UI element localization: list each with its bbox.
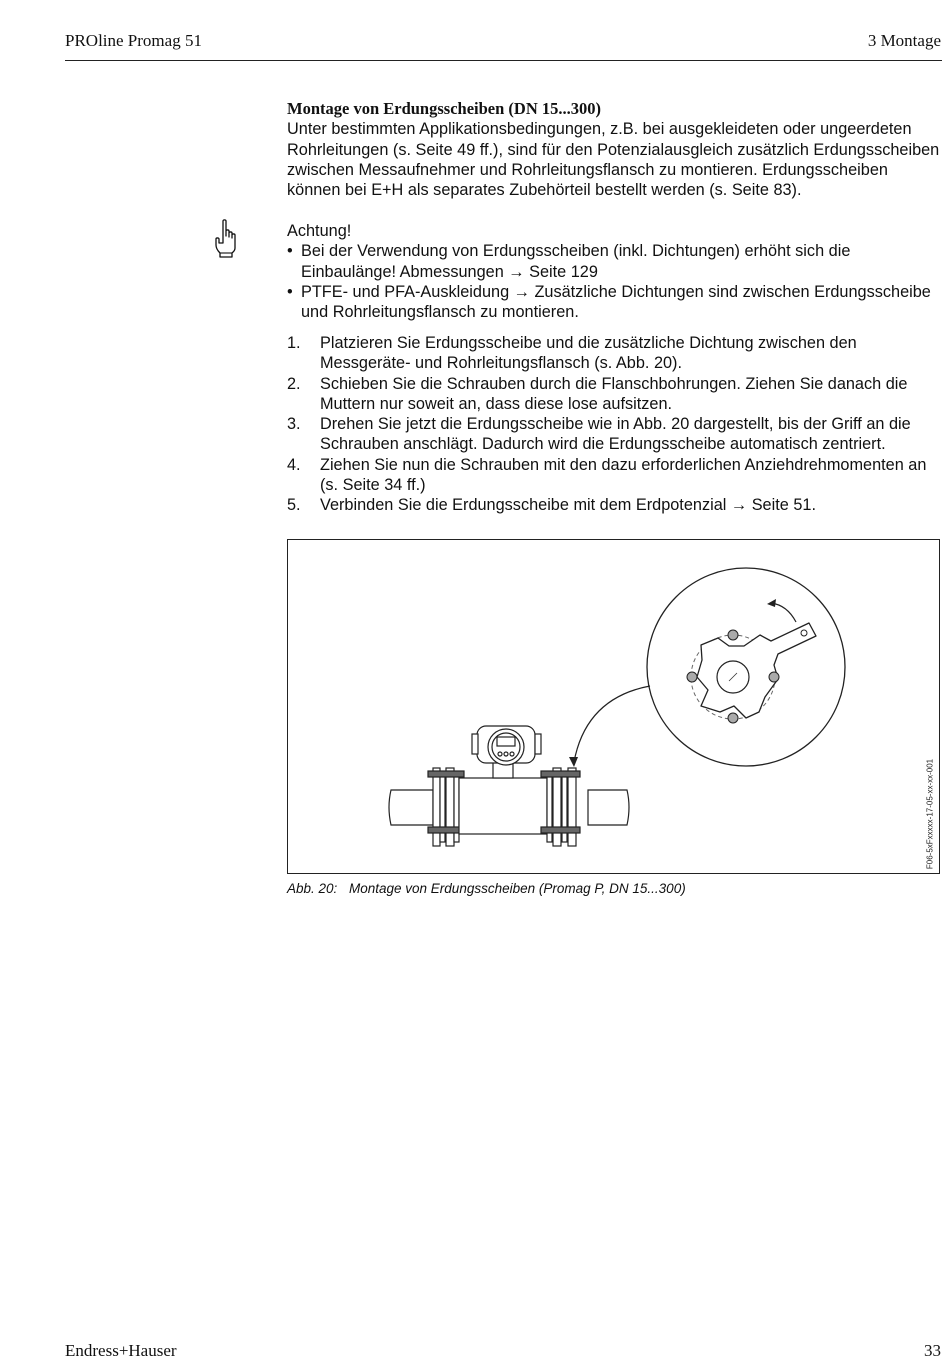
header-document-title: PROline Promag 51 (65, 31, 202, 50)
step-number: 4. (287, 455, 301, 474)
warning-list (287, 241, 941, 322)
figure-caption-label: Abb. 20: (287, 881, 338, 896)
footer-company: Endress+Hauser (65, 1341, 177, 1360)
section-title: Montage von Erdungsscheiben (DN 15...300) (287, 99, 601, 118)
header-rule (65, 60, 942, 61)
section-body: Unter bestimmten Applikationsbedingungen, z.B. bei ausgekleideten oder ungeerdeten Rohrleitungen (s. Seite 49 ff.), sind für den Potenzialausgleich zusätzlich Erdungsscheiben zwischen Messaufnehmer und Rohrleitungsflansch zu montieren. Erdungsscheiben können bei E+H als separates Zubehörteil bestellt werden (s. Seite 83). (287, 120, 940, 200)
pointing-hand-icon (213, 219, 239, 259)
figure-grounding-discs (287, 539, 940, 874)
step-number: 1. (287, 334, 301, 352)
step-text: Platzieren Sie Erdungsscheibe und die zusätzliche Dichtung zwischen den Messgeräte- und Rohrleitungsflansch (s. Abb. 20). (320, 334, 857, 373)
warning-note (287, 221, 941, 322)
figure-code: F06-5xFxxxxx-17-05-xx-xx-001 (925, 758, 935, 870)
step-number: 3. (287, 415, 301, 434)
step-number: 5. (287, 496, 301, 515)
step-item (287, 455, 941, 496)
section-intro (287, 99, 941, 200)
figure-caption (287, 881, 686, 896)
installation-steps (287, 333, 941, 516)
step-text: Ziehen Sie nun die Schrauben mit den dazu erforderlichen Anziehdrehmomenten an (s. Seite 34 ff.) (320, 455, 927, 495)
step-item (287, 414, 941, 455)
step-number: 2. (287, 374, 301, 393)
footer-page-number: 33 (924, 1341, 941, 1360)
warning-item: • PTFE- und PFA-Auskleidung → Zusätzliche Dichtungen sind zwischen Erdungsscheibe und Rohrleitungsflansch zu montieren. (287, 282, 941, 323)
step-item (287, 374, 941, 415)
warning-item: • Bei der Verwendung von Erdungsscheiben (inkl. Dichtungen) erhöht sich die Einbaulänge! Abmessungen → Seite 129 (287, 241, 941, 282)
step-text: Drehen Sie jetzt die Erdungsscheibe wie in Abb. 20 dargestellt, bis der Griff an die Schrauben anschlägt. Dadurch wird die Erdungsscheibe automatisch zentriert. (320, 415, 911, 454)
step-item (287, 333, 941, 374)
header-chapter: 3 Montage (867, 31, 941, 50)
step-text: Schieben Sie die Schrauben durch die Flanschbohrungen. Ziehen Sie danach die Muttern nur soweit an, dass diese lose aufsitzen. (320, 374, 908, 413)
step-text: Verbinden Sie die Erdungsscheibe mit dem Erdpotenzial → Seite 51. (320, 496, 816, 515)
figure-caption-text: Montage von Erdungsscheiben (Promag P, DN 15...300) (349, 881, 686, 896)
step-item (287, 495, 941, 515)
warning-title: Achtung! (287, 222, 352, 240)
figure-drawing (288, 540, 939, 873)
